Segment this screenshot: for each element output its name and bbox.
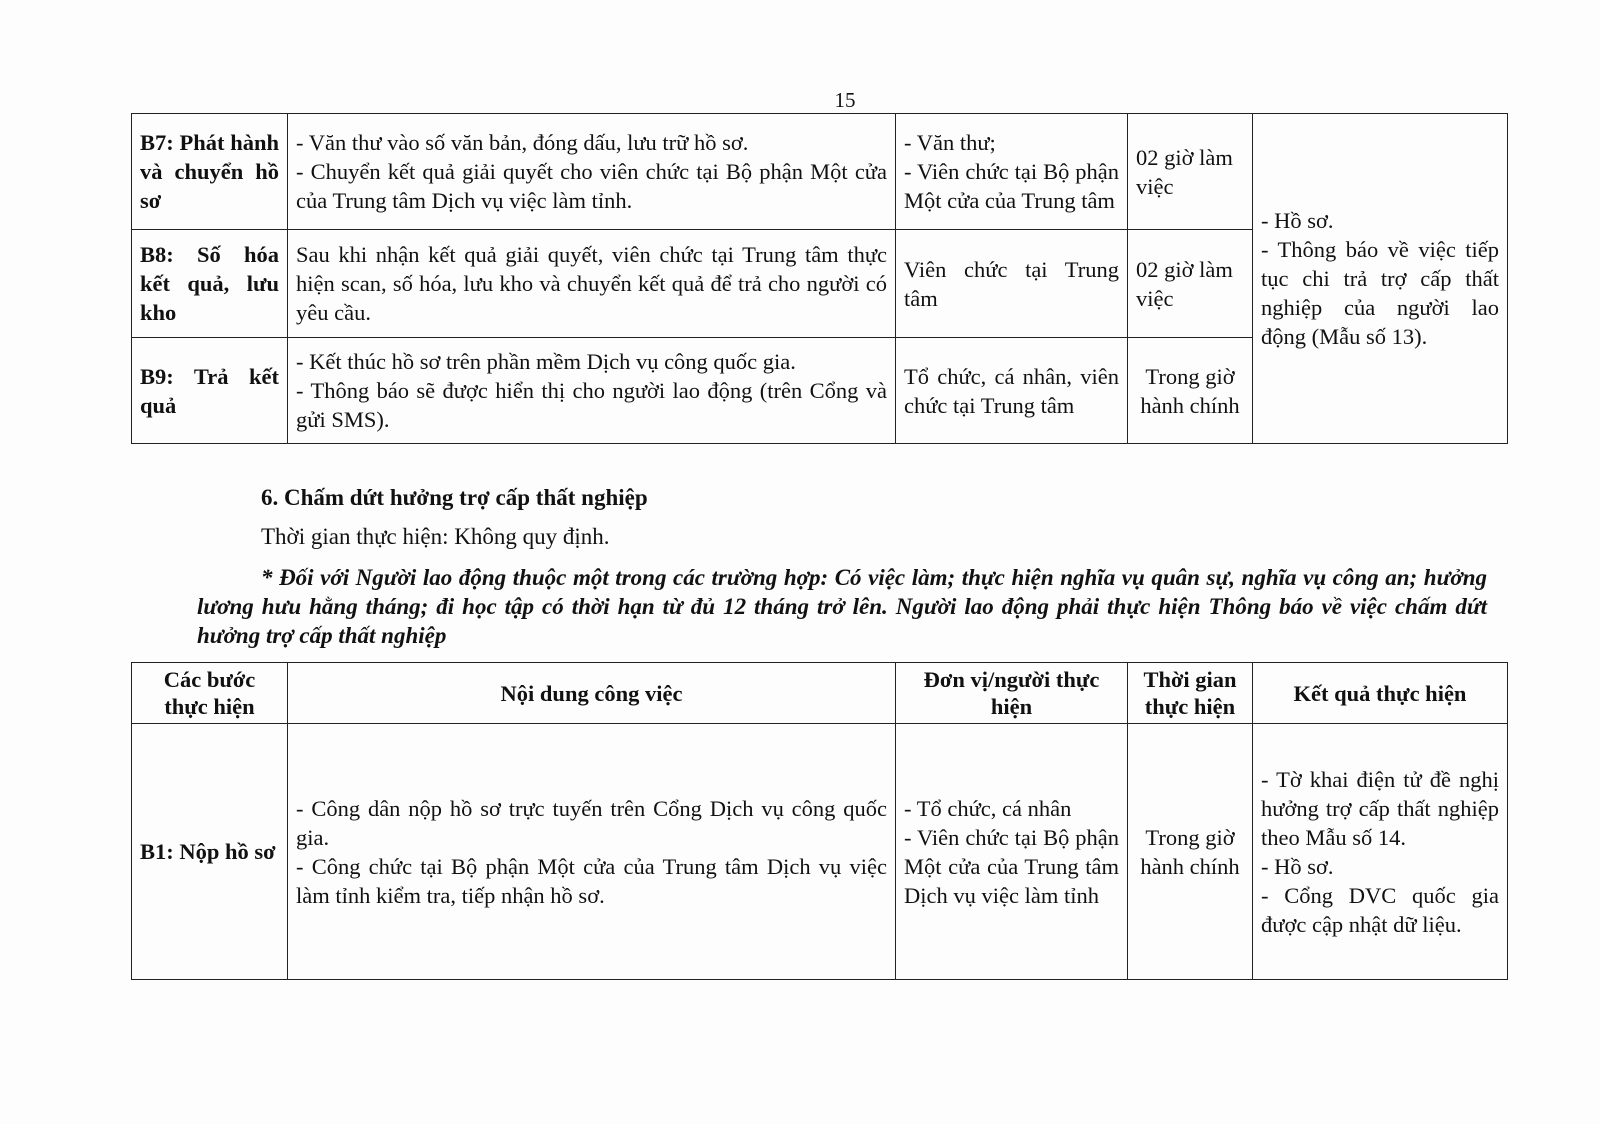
- result-line: - Hồ sơ.: [1261, 853, 1334, 879]
- header-time: Thời gian thực hiện: [1128, 663, 1253, 724]
- result-line: - Tờ khai điện tử đề nghị hưởng trợ cấp thất nghiệp theo Mẫu số 14.: [1261, 766, 1499, 850]
- content-line: - Chuyển kết quả giải quyết cho viên chức tại Bộ phận Một cửa của Trung tâm Dịch vụ việc làm tỉnh.: [296, 159, 887, 213]
- procedure-table-continued: [131, 113, 1508, 444]
- content-cell: [288, 724, 896, 980]
- time-cell: 02 giờ làm việc: [1128, 114, 1253, 230]
- result-cell: [1253, 724, 1508, 980]
- result-line: - Cổng DVC quốc gia được cập nhật dữ liệu.: [1261, 882, 1499, 937]
- unit-line: - Tổ chức, cá nhân: [904, 795, 1072, 821]
- result-cell: [1253, 114, 1508, 444]
- content-cell: [288, 230, 896, 338]
- header-content: Nội dung công việc: [288, 663, 896, 724]
- content-line: - Văn thư vào số văn bản, đóng dấu, lưu trữ hồ sơ.: [296, 130, 749, 155]
- header-result: Kết quả thực hiện: [1253, 663, 1508, 724]
- step-cell: B9: Trả kết quả: [132, 338, 288, 444]
- content-cell: [288, 338, 896, 444]
- page-number: 15: [834, 88, 856, 112]
- header-step: Các bước thực hiện: [132, 663, 288, 724]
- result-line: - Thông báo về việc tiếp tục chi trả trợ cấp thất nghiệp của người lao động (Mẫu số 13).: [1261, 237, 1499, 349]
- step-cell: B1: Nộp hồ sơ: [132, 724, 288, 980]
- unit-line: - Viên chức tại Bộ phận Một cửa của Trung tâm Dịch vụ việc làm tỉnh: [904, 824, 1119, 908]
- table-row: [132, 114, 1508, 230]
- unit-cell: [896, 114, 1128, 230]
- step-cell: B8: Số hóa kết quả, lưu kho: [132, 230, 288, 338]
- content-line: - Kết thúc hồ sơ trên phần mềm Dịch vụ công quốc gia.: [296, 349, 796, 374]
- time-note: Thời gian thực hiện: Không quy định.: [261, 524, 610, 549]
- time-cell: Trong giờ hành chính: [1128, 338, 1253, 444]
- result-line: - Hồ sơ.: [1261, 208, 1334, 233]
- step-cell: B7: Phát hành và chuyển hồ sơ: [132, 114, 288, 230]
- header-unit: Đơn vị/người thực hiện: [896, 663, 1128, 724]
- unit-line: - Văn thư;: [904, 130, 996, 155]
- unit-cell: [896, 338, 1128, 444]
- unit-cell: [896, 230, 1128, 338]
- content-cell: [288, 114, 896, 230]
- content-line: - Công dân nộp hồ sơ trực tuyến trên Cổng Dịch vụ công quốc gia.: [296, 795, 887, 850]
- content-line: Sau khi nhận kết quả giải quyết, viên chức tại Trung tâm thực hiện scan, số hóa, lưu kho và chuyển kết quả để trả cho người có yêu cầu.: [296, 242, 887, 325]
- unit-line: - Viên chức tại Bộ phận Một cửa của Trung tâm: [904, 159, 1119, 213]
- time-cell: 02 giờ làm việc: [1128, 230, 1253, 338]
- unit-cell: [896, 724, 1128, 980]
- table-row: [132, 724, 1508, 980]
- content-line: - Thông báo sẽ được hiển thị cho người lao động (trên Cổng và gửi SMS).: [296, 378, 887, 432]
- unit-line: Tổ chức, cá nhân, viên chức tại Trung tâm: [904, 363, 1119, 418]
- section-heading: 6. Chấm dứt hưởng trợ cấp thất nghiệp: [261, 485, 648, 510]
- unit-line: Viên chức tại Trung tâm: [904, 256, 1119, 311]
- note-paragraph: * Đối với Người lao động thuộc một trong các trường hợp: Có việc làm; thực hiện nghĩa vụ quân sự, nghĩa vụ công an; hưởng lương hưu hằng tháng; đi học tập có thời hạn từ đủ 12 tháng trở lên. Người lao động phải thực hiện Thông báo về việc chấm dứt hưởng trợ cấp thất nghiệp: [197, 565, 1487, 648]
- time-cell: Trong giờ hành chính: [1128, 724, 1253, 980]
- procedure-table: [131, 662, 1508, 980]
- table-header-row: [132, 663, 1508, 724]
- content-line: - Công chức tại Bộ phận Một cửa của Trung tâm Dịch vụ việc làm tỉnh kiểm tra, tiếp nhận hồ sơ.: [296, 853, 887, 908]
